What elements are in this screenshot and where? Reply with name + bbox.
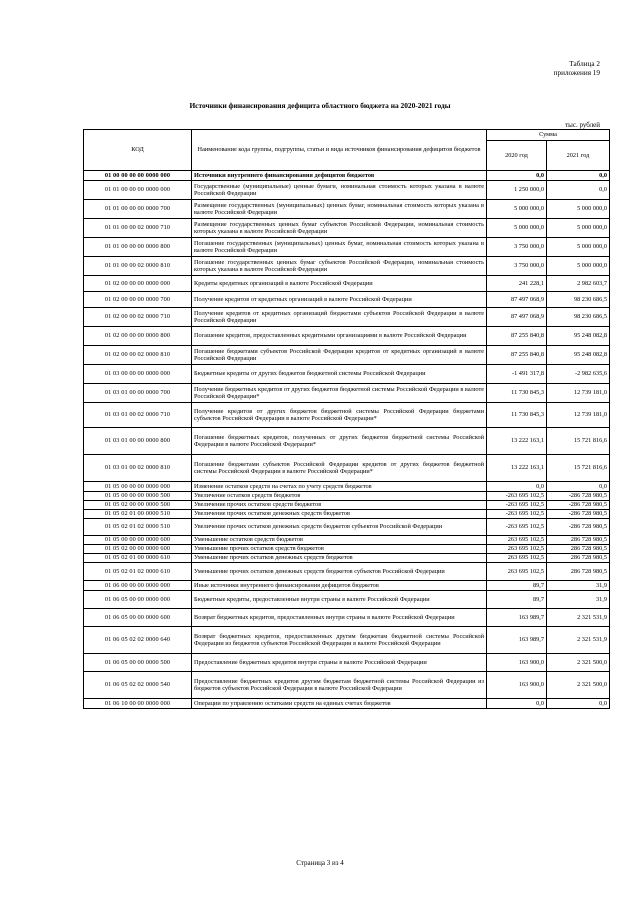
row-value-2021: 2 321 500,0 (547, 654, 610, 672)
row-value-2020: 163 900,0 (487, 654, 547, 672)
row-code: 01 03 01 00 02 0000 810 (84, 455, 192, 482)
row-name: Увеличение остатков средств бюджетов (192, 492, 487, 501)
row-value-2021: 15 721 816,6 (547, 455, 610, 482)
row-value-2020: -263 695 102,5 (487, 492, 547, 501)
row-name: Погашение государственных (муниципальных) ценных бумаг, номинальная стоимость которых указана в валюте Российской Федерации (192, 238, 487, 257)
row-value-2020: 263 695 102,5 (487, 536, 547, 545)
row-code: 01 06 05 00 00 0000 600 (84, 609, 192, 627)
row-code: 01 05 00 00 00 0000 600 (84, 536, 192, 545)
row-value-2021: 5 000 000,0 (547, 200, 610, 219)
row-name: Уменьшение остатков средств бюджетов (192, 536, 487, 545)
row-value-2020: 89,7 (487, 591, 547, 609)
row-value-2021: 95 248 082,8 (547, 327, 610, 346)
table-row (84, 627, 610, 654)
row-value-2021: 2 321 531,9 (547, 627, 610, 654)
row-name: Получение кредитов от других бюджетов бюджетной системы Российской Федерации бюджетами субъектов Российской Федерации в валюте Российской Федерации* (192, 403, 487, 428)
table-row (84, 554, 610, 563)
row-value-2020: 0,0 (487, 699, 547, 709)
row-code: 01 02 00 00 00 0000 800 (84, 327, 192, 346)
row-code: 01 06 05 00 00 0000 000 (84, 591, 192, 609)
row-code: 01 01 00 00 02 0000 710 (84, 219, 192, 238)
table-row (84, 200, 610, 219)
row-name: Уменьшение прочих остатков денежных средств бюджетов (192, 554, 487, 563)
row-code: 01 03 01 00 02 0000 710 (84, 403, 192, 428)
row-value-2021: -286 728 980,5 (547, 510, 610, 519)
row-name: Увеличение прочих остатков денежных средств бюджетов субъектов Российской Федерации (192, 519, 487, 536)
row-name: Погашение государственных ценных бумаг субъектов Российской Федерации, номинальная стоимость которых указана в валюте Российской Федерации (192, 257, 487, 276)
row-code: 01 01 00 00 00 0000 700 (84, 200, 192, 219)
row-code: 01 01 00 00 00 0000 800 (84, 238, 192, 257)
table-row (84, 276, 610, 292)
row-value-2021: 286 728 980,5 (547, 545, 610, 554)
table-row (84, 292, 610, 308)
row-value-2020: 87 255 840,8 (487, 346, 547, 365)
row-value-2021: 5 000 000,0 (547, 219, 610, 238)
row-value-2021: 2 321 531,9 (547, 609, 610, 627)
row-value-2021: 2 982 603,7 (547, 276, 610, 292)
table-reference (554, 60, 600, 78)
row-value-2021: 2 321 500,0 (547, 672, 610, 699)
row-value-2020: -263 695 102,5 (487, 519, 547, 536)
page-title: Источники финансирования дефицита областного бюджета на 2020-2021 годы (189, 101, 451, 110)
row-value-2020: 87 497 068,9 (487, 308, 547, 327)
row-value-2021: 286 728 980,5 (547, 536, 610, 545)
table-row (84, 238, 610, 257)
table-row (84, 519, 610, 536)
row-value-2021: 5 000 000,0 (547, 257, 610, 276)
row-value-2020: -263 695 102,5 (487, 510, 547, 519)
row-code: 01 06 05 00 00 0000 500 (84, 654, 192, 672)
table-number: Таблица 2 (569, 60, 600, 68)
row-name: Источники внутреннего финансирования дефицитов бюджетов (192, 171, 487, 181)
row-value-2020: 11 730 845,3 (487, 403, 547, 428)
table-row (84, 171, 610, 181)
row-code: 01 00 00 00 00 0000 000 (84, 171, 192, 181)
row-code: 01 03 00 00 00 0000 000 (84, 365, 192, 384)
header-2020: 2020 год (487, 141, 547, 171)
row-value-2020: 163 989,7 (487, 609, 547, 627)
table-row (84, 545, 610, 554)
row-name: Погашение бюджетами субъектов Российской Федерации кредитов от других бюджетов бюджетной системы Российской Федерации в валюте Российской Федерации* (192, 455, 487, 482)
row-value-2021: 12 739 181,0 (547, 403, 610, 428)
row-code: 01 02 00 00 00 0000 000 (84, 276, 192, 292)
table-row (84, 492, 610, 501)
row-value-2020: 0,0 (487, 171, 547, 181)
row-value-2020: 163 989,7 (487, 627, 547, 654)
row-value-2021: -286 728 980,5 (547, 519, 610, 536)
table-row (84, 654, 610, 672)
row-code: 01 01 00 00 00 0000 000 (84, 181, 192, 200)
appendix-number: приложения 19 (553, 69, 600, 77)
row-code: 01 01 00 00 02 0000 810 (84, 257, 192, 276)
row-name: Увеличение прочих остатков денежных средств бюджетов (192, 510, 487, 519)
row-value-2021: 0,0 (547, 171, 610, 181)
row-value-2021: 98 230 686,5 (547, 292, 610, 308)
row-value-2021: 0,0 (547, 482, 610, 492)
header-code: КОД (84, 130, 192, 171)
row-code: 01 05 02 01 02 0000 610 (84, 563, 192, 581)
row-value-2020: 3 750 000,0 (487, 238, 547, 257)
row-name: Уменьшение прочих остатков средств бюджетов (192, 545, 487, 554)
row-value-2020: 263 695 102,5 (487, 545, 547, 554)
row-name: Погашение бюджетных кредитов, полученных от других бюджетов бюджетной системы Российской Федерации в валюте Российской Федерации* (192, 428, 487, 455)
row-value-2021: 286 728 980,5 (547, 554, 610, 563)
row-name: Операции по управлению остатками средств на единых счетах бюджетов (192, 699, 487, 709)
row-value-2020: -263 695 102,5 (487, 501, 547, 510)
row-code: 01 06 05 02 02 0000 640 (84, 627, 192, 654)
row-value-2021: -286 728 980,5 (547, 492, 610, 501)
table-row (84, 403, 610, 428)
row-value-2020: 163 900,0 (487, 672, 547, 699)
row-value-2021: -2 982 635,6 (547, 365, 610, 384)
row-code: 01 03 01 00 00 0000 800 (84, 428, 192, 455)
row-name: Предоставление бюджетных кредитов внутри страны в валюте Российской Федерации (192, 654, 487, 672)
table-row (84, 581, 610, 591)
table-row (84, 384, 610, 403)
row-code: 01 05 02 00 00 0000 600 (84, 545, 192, 554)
row-name: Государственные (муниципальные) ценные бумаги, номинальная стоимость которых указана в валюте Российской Федерации (192, 181, 487, 200)
row-code: 01 06 05 02 02 0000 540 (84, 672, 192, 699)
table-row (84, 563, 610, 581)
row-code: 01 03 01 00 00 0000 700 (84, 384, 192, 403)
units-label: тыс. рублей (565, 121, 600, 129)
row-value-2020: 263 695 102,5 (487, 563, 547, 581)
row-value-2021: 0,0 (547, 699, 610, 709)
row-value-2021: -286 728 980,5 (547, 501, 610, 510)
table-row (84, 327, 610, 346)
table-row (84, 257, 610, 276)
row-name: Предоставление бюджетных кредитов другим бюджетам бюджетной системы Российской Федерации из бюджетов субъектов Российской Федерации в валюте Российской Федерации (192, 672, 487, 699)
row-value-2021: 5 000 000,0 (547, 238, 610, 257)
row-name: Размещение государственных (муниципальных) ценных бумаг, номинальная стоимость которых указана в валюте Российской Федерации (192, 200, 487, 219)
row-name: Возврат бюджетных кредитов, предоставленных другим бюджетам бюджетной системы Российской Федерации из бюджетов субъектов Российской Федерации в валюте Российской Федерации (192, 627, 487, 654)
row-value-2020: 1 250 000,0 (487, 181, 547, 200)
row-value-2020: 0,0 (487, 482, 547, 492)
row-value-2021: 31,9 (547, 591, 610, 609)
row-name: Размещение государственных ценных бумаг субъектов Российской Федерации, номинальная стоимость которых указана в валюте Российской Федерации (192, 219, 487, 238)
row-value-2020: 89,7 (487, 581, 547, 591)
row-value-2020: 87 497 068,9 (487, 292, 547, 308)
table-row (84, 346, 610, 365)
row-value-2021: 0,0 (547, 181, 610, 200)
table-row (84, 219, 610, 238)
row-name: Погашение кредитов, предоставленных кредитными организациями в валюте Российской Федерации (192, 327, 487, 346)
table-row (84, 181, 610, 200)
row-name: Увеличение прочих остатков средств бюджетов (192, 501, 487, 510)
row-value-2021: 98 230 686,5 (547, 308, 610, 327)
table-row (84, 672, 610, 699)
row-value-2021: 286 728 980,5 (547, 563, 610, 581)
table-row (84, 609, 610, 627)
row-name: Получение кредитов от кредитных организаций в валюте Российской Федерации (192, 292, 487, 308)
row-code: 01 05 00 00 00 0000 500 (84, 492, 192, 501)
row-name: Возврат бюджетных кредитов, предоставленных внутри страны в валюте Российской Федерации (192, 609, 487, 627)
table-row (84, 482, 610, 492)
row-name: Получение бюджетных кредитов от других бюджетов бюджетной системы Российской Федерации в валюте Российской Федерации* (192, 384, 487, 403)
row-value-2021: 95 248 082,8 (547, 346, 610, 365)
row-value-2020: 5 000 000,0 (487, 219, 547, 238)
row-value-2020: 3 750 000,0 (487, 257, 547, 276)
row-value-2020: 13 222 163,1 (487, 455, 547, 482)
row-code: 01 05 02 01 00 0000 610 (84, 554, 192, 563)
row-name: Иные источники внутреннего финансирования дефицитов бюджетов (192, 581, 487, 591)
row-name: Изменение остатков средств на счетах по учету средств бюджетов (192, 482, 487, 492)
table-row (84, 501, 610, 510)
row-code: 01 05 02 00 00 0000 500 (84, 501, 192, 510)
table-row (84, 591, 610, 609)
row-name: Погашение бюджетами субъектов Российской Федерации кредитов от кредитных организаций в валюте Российской Федерации (192, 346, 487, 365)
row-name: Бюджетные кредиты от других бюджетов бюджетной системы Российской Федерации (192, 365, 487, 384)
row-value-2021: 31,9 (547, 581, 610, 591)
header-sum: Сумма (487, 130, 610, 141)
table-row (84, 510, 610, 519)
table-row (84, 536, 610, 545)
header-2021: 2021 год (547, 141, 610, 171)
table-row (84, 365, 610, 384)
row-value-2021: 15 721 816,6 (547, 428, 610, 455)
row-code: 01 06 00 00 00 0000 000 (84, 581, 192, 591)
table-row (84, 455, 610, 482)
row-name: Кредиты кредитных организаций в валюте Российской Федерации (192, 276, 487, 292)
row-name: Получение кредитов от кредитных организаций бюджетами субъектов Российской Федерации в валюте Российской Федерации (192, 308, 487, 327)
row-value-2020: 13 222 163,1 (487, 428, 547, 455)
row-code: 01 05 02 01 02 0000 510 (84, 519, 192, 536)
row-name: Уменьшение прочих остатков денежных средств бюджетов субъектов Российской Федерации (192, 563, 487, 581)
row-value-2020: 5 000 000,0 (487, 200, 547, 219)
table-row (84, 428, 610, 455)
row-code: 01 05 02 01 00 0000 510 (84, 510, 192, 519)
table-row (84, 308, 610, 327)
row-value-2020: 87 255 840,8 (487, 327, 547, 346)
financing-table (83, 129, 610, 709)
table-row (84, 699, 610, 709)
row-name: Бюджетные кредиты, предоставленные внутри страны в валюте Российской Федерации (192, 591, 487, 609)
header-name: Наименование кода группы, подгруппы, статьи и вида источников финансирования дефицитов бюджетов (192, 130, 487, 171)
row-value-2020: -1 491 317,8 (487, 365, 547, 384)
row-value-2021: 12 739 181,0 (547, 384, 610, 403)
table-header-row (84, 130, 610, 141)
row-value-2020: 263 695 102,5 (487, 554, 547, 563)
row-code: 01 06 10 00 00 0000 000 (84, 699, 192, 709)
row-value-2020: 241 228,1 (487, 276, 547, 292)
row-code: 01 05 00 00 00 0000 000 (84, 482, 192, 492)
row-value-2020: 11 730 845,3 (487, 384, 547, 403)
page-number: Страница 3 из 4 (296, 859, 344, 867)
row-code: 01 02 00 00 02 0000 810 (84, 346, 192, 365)
row-code: 01 02 00 00 02 0000 710 (84, 308, 192, 327)
row-code: 01 02 00 00 00 0000 700 (84, 292, 192, 308)
